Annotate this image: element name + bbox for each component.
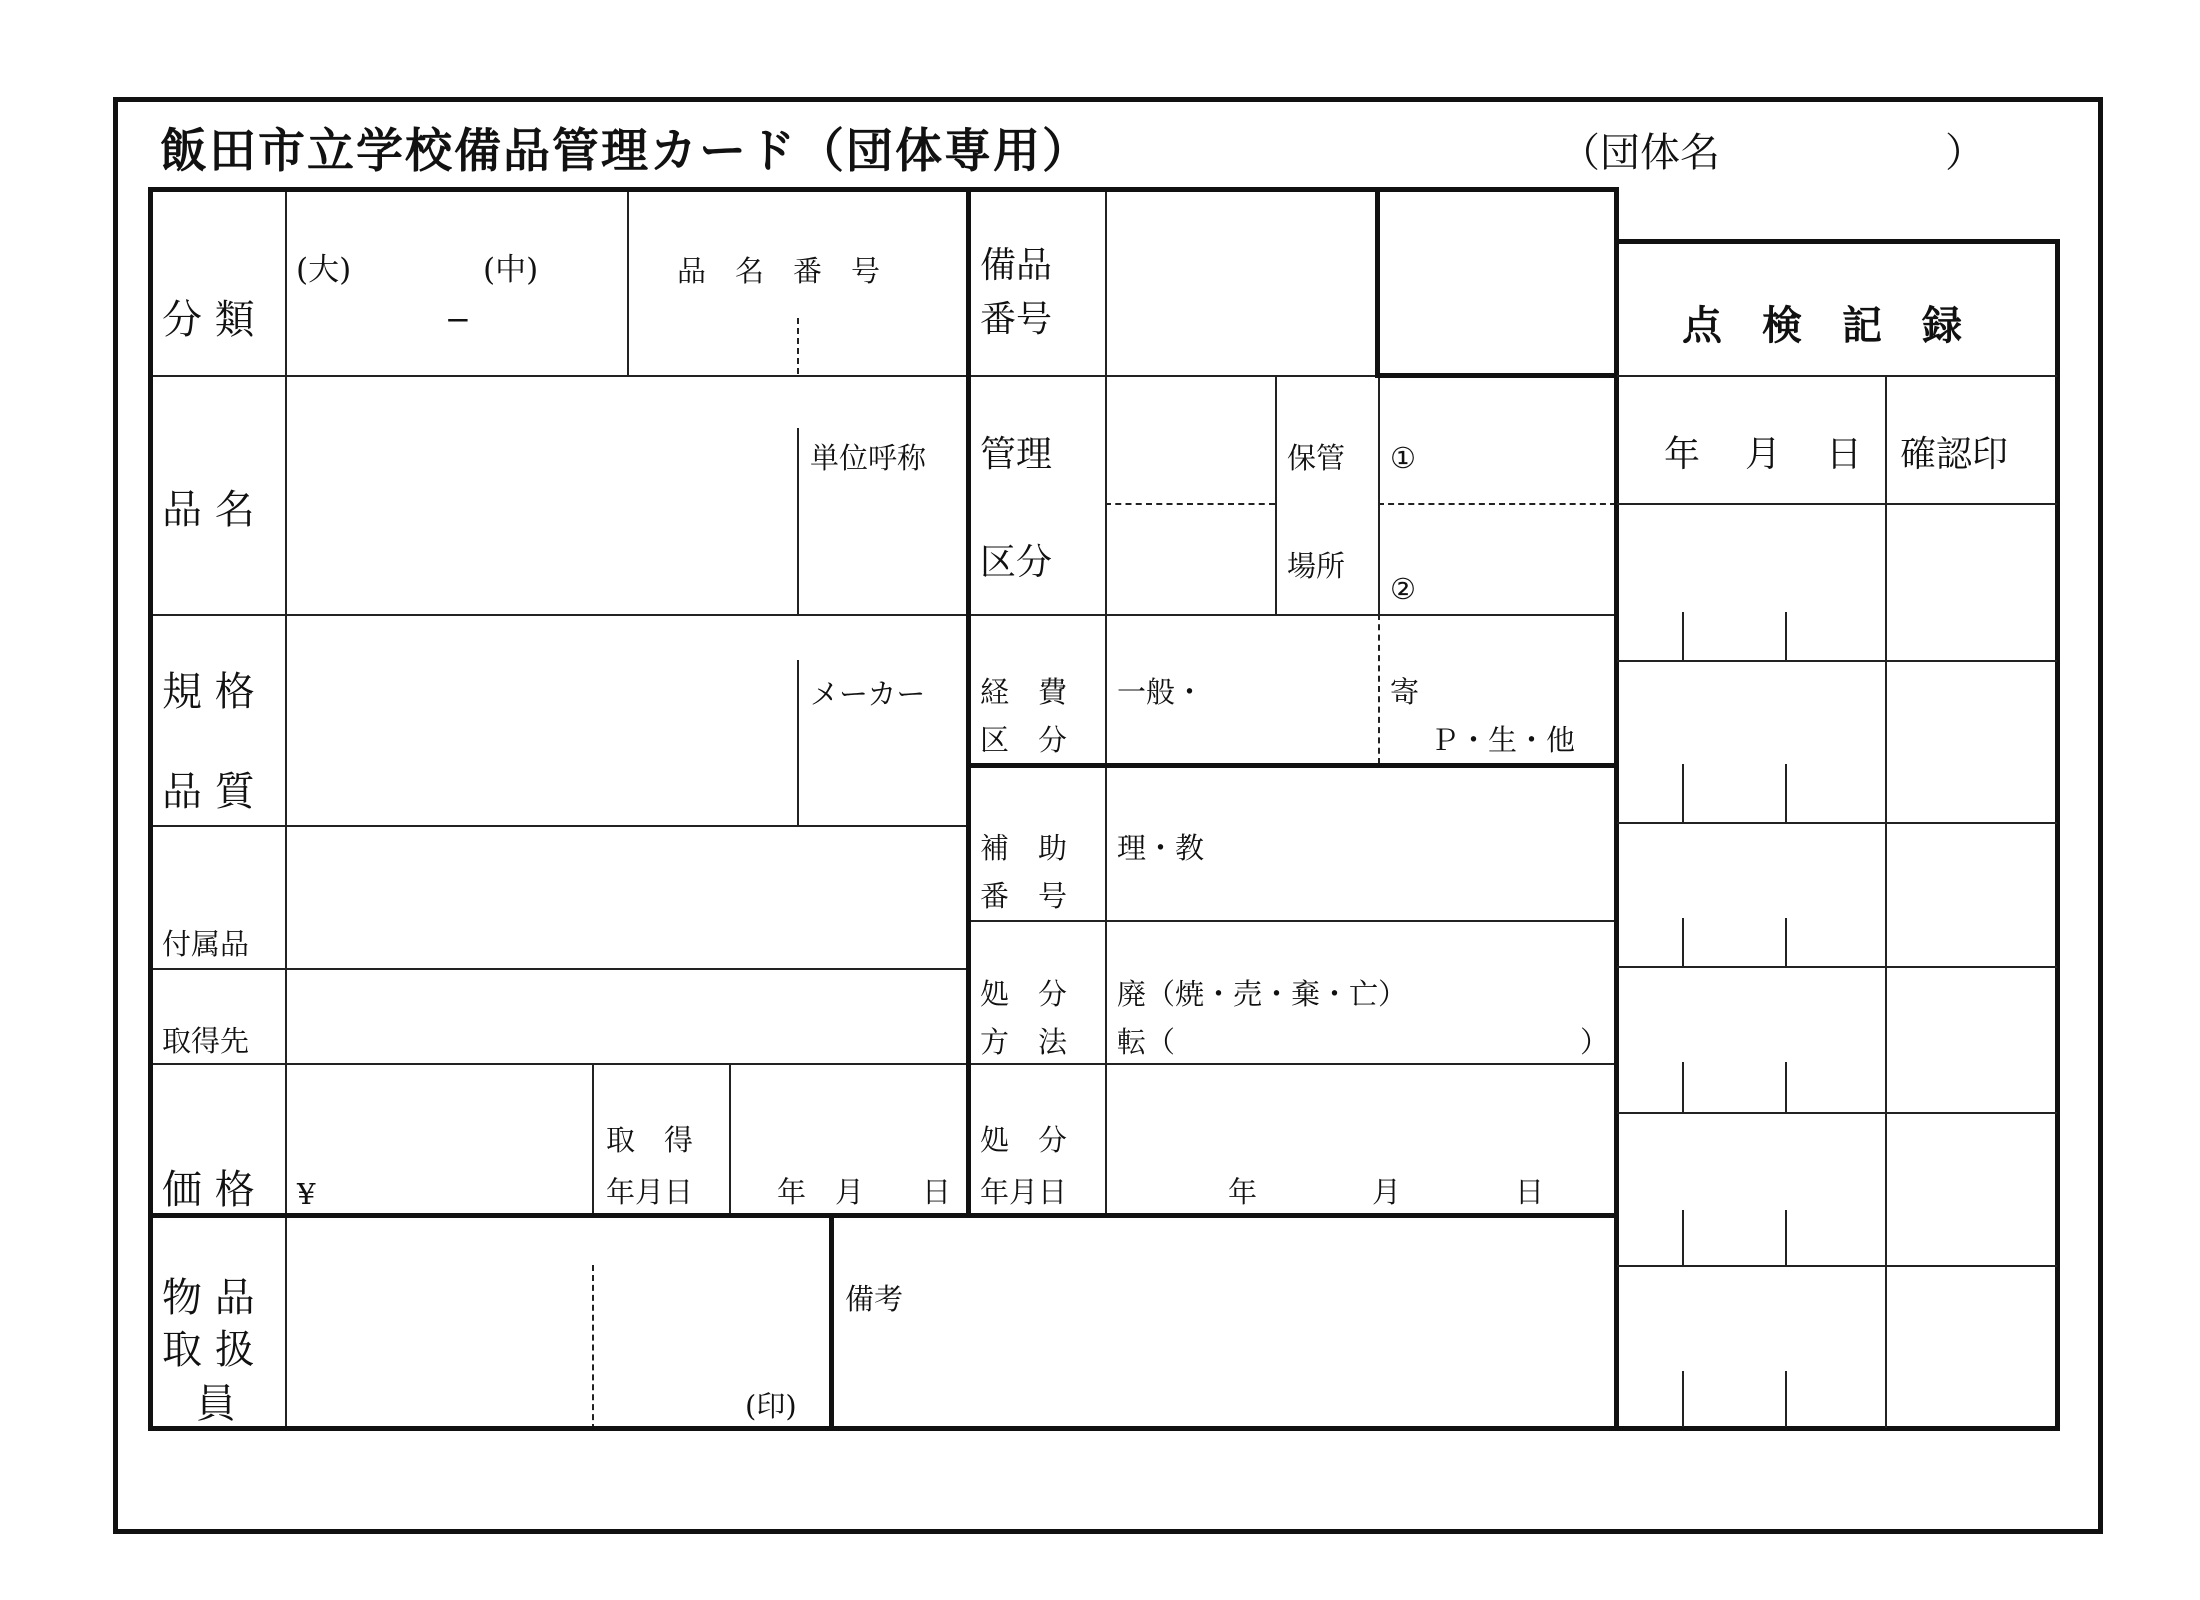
handler-seal: (印) (745, 1389, 797, 1423)
handler-label-line2: 取 扱 (162, 1327, 255, 1373)
disposal-waste-options: 廃（焼・売・棄・亡） (1117, 977, 1408, 1011)
category-middle-label: (中) (483, 252, 539, 288)
yen-sign: ¥ (297, 1177, 316, 1211)
maker-label: メーカー (810, 677, 926, 711)
acquired-date-label-line2: 年月日 (606, 1175, 694, 1209)
expense-label-line2: 区 分 (980, 723, 1068, 757)
price-label: 価 格 (162, 1167, 255, 1213)
category-label: 分 類 (162, 297, 255, 343)
expense-label-line1: 経 費 (980, 675, 1068, 709)
item-name-label: 品 名 (162, 487, 255, 533)
disposal-date-label-line1: 処 分 (980, 1123, 1068, 1157)
subsidy-label-line1: 補 助 (980, 831, 1068, 865)
disposal-method-label-line1: 処 分 (980, 977, 1068, 1011)
group-name-open: （団体名 (1560, 130, 1720, 176)
expense-donation: 寄 (1390, 675, 1420, 709)
spec-label: 規 格 (162, 669, 255, 715)
handler-label-line1: 物 品 (162, 1275, 255, 1321)
handler-label-line3: 員 (196, 1381, 236, 1427)
supplier-label: 取得先 (162, 1024, 250, 1058)
group-name-field[interactable] (1740, 128, 1930, 178)
unit-label: 単位呼称 (810, 441, 927, 475)
category-dash: − (445, 302, 471, 338)
management-label-line2: 区分 (980, 542, 1053, 583)
acquired-date-label-line1: 取 得 (606, 1123, 694, 1157)
expense-general: 一般・ (1117, 675, 1205, 709)
subsidy-options: 理・教 (1117, 831, 1205, 865)
disposal-date-year: 年 (1228, 1175, 1258, 1209)
storage-label-line2: 場所 (1287, 549, 1346, 583)
inspection-confirm-header: 確認印 (1900, 434, 2009, 475)
disposal-date-month: 月 (1372, 1175, 1402, 1209)
disposal-transfer-close: ） (1580, 1025, 1610, 1059)
storage-location-1: ① (1390, 441, 1416, 475)
inspection-title: 点 検 記 録 (1682, 303, 1962, 349)
equipment-number-label-line2: 番号 (980, 299, 1053, 340)
accessories-label: 付属品 (162, 927, 250, 961)
quality-label: 品 質 (162, 769, 255, 815)
storage-location-2: ② (1390, 572, 1416, 606)
disposal-transfer-open: 転（ (1117, 1025, 1176, 1059)
subsidy-label-line2: 番 号 (980, 879, 1068, 913)
expense-donation-options: Ｐ・生・他 (1430, 723, 1576, 757)
inspection-month-header: 月 (1745, 434, 1782, 475)
remarks-label: 備考 (845, 1282, 904, 1316)
acquired-date-units: 年 月 日 (777, 1175, 952, 1209)
equipment-number-label-line1: 備品 (980, 245, 1053, 286)
inspection-day-header: 日 (1826, 434, 1863, 475)
category-large-label: (大) (296, 252, 352, 288)
storage-label-line1: 保管 (1287, 441, 1346, 475)
disposal-method-label-line2: 方 法 (980, 1025, 1068, 1059)
item-number-label: 品 名 番 号 (677, 254, 881, 288)
inspection-year-header: 年 (1664, 434, 1701, 475)
disposal-date-label-line2: 年月日 (980, 1175, 1068, 1209)
disposal-date-day: 日 (1515, 1175, 1545, 1209)
management-label-line1: 管理 (980, 434, 1053, 475)
form-title: 飯田市立学校備品管理カード（団体専用） (160, 124, 1091, 179)
group-name-close: ） (1945, 130, 1985, 176)
